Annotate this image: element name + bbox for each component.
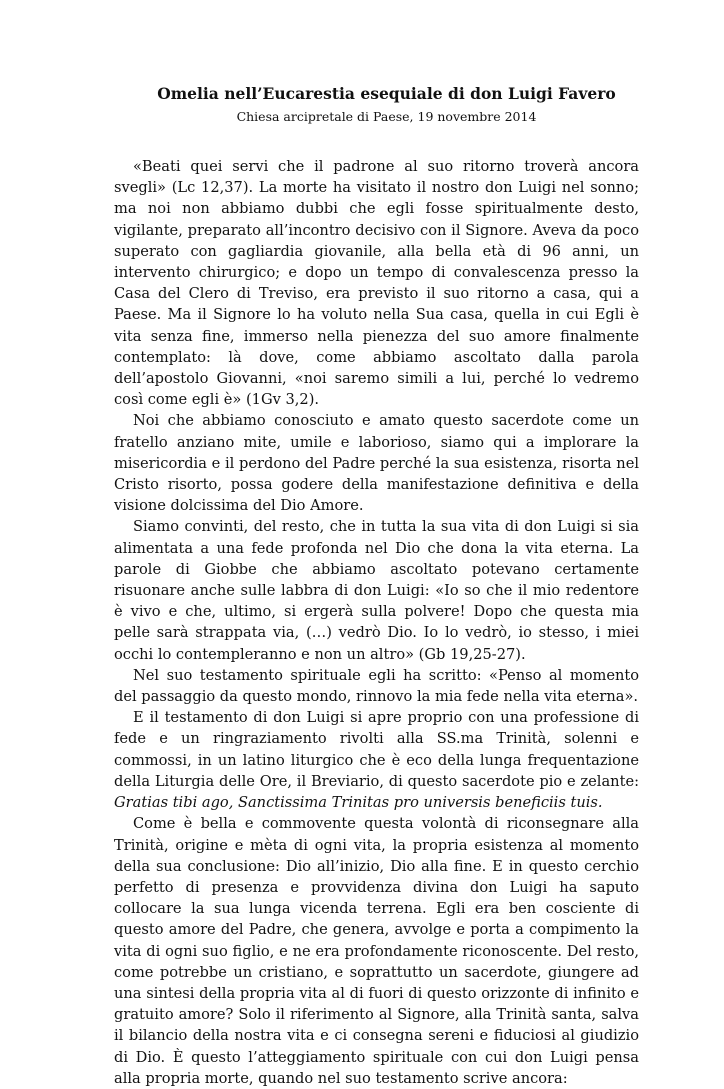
document-body: [114, 156, 639, 1089]
document-subtitle: Chiesa arcipretale di Paese, 19 novembre 2014: [236, 109, 537, 124]
paragraph-4: Nel suo testamento spirituale egli ha scritto: «Penso al momento del passaggio da questo mondo, rinnovo la mia fede nella vita eterna».: [114, 666, 639, 706]
document-page: [114, 84, 639, 1089]
paragraph-5: [114, 707, 639, 813]
paragraph-5-text: E il testamento di don Luigi si apre proprio con una professione di fede e un ringraziamento rivolti alla SS.ma Trinità, solenni e commossi, in un latino liturgico che è eco della lunga frequentazione della Liturgia delle Ore, il Breviario, di questo sacerdote pio e zelante:: [114, 709, 639, 790]
paragraph-2: Noi che abbiamo conosciuto e amato questo sacerdote come un fratello anziano mite, umile e laborioso, siamo qui a implorare la misericordia e il perdono del Padre perché la sua esistenza, risorta nel Cristo risorto, possa godere della manifestazione definitiva e della visione dolcissima del Dio Amore.: [114, 412, 639, 515]
paragraph-1: «Beati quei servi che il padrone al suo ritorno troverà ancora svegli» (Lc 12,37). La morte ha visitato il nostro don Luigi nel sonno; ma noi non abbiamo dubbi che egli fosse spiritualmente desto, vigilante, preparato all’incontro decisivo con il Signore. Aveva da poco superato con gagliardia giovanile, alla bella età di 96 anni, un intervento chirurgico; e dopo un tempo di convalescenza presso la Casa del Clero di Treviso, era previsto il suo ritorno a casa, qui a Paese. Ma il Signore lo ha voluto nella Sua casa, quella in cui Egli è vita senza fine, immerso nella pienezza del suo amore finalmente contemplato: là dove, come abbiamo ascoltato dalla parola dell’apostolo Giovanni, «noi saremo simili a lui, perché lo vedremo così come egli è» (1Gv 3,2).: [114, 158, 639, 409]
document-title: Omelia nell’Eucarestia esequiale di don Luigi Favero: [157, 84, 616, 103]
latin-quote: Gratias tibi ago, Sanctissima Trinitas pro universis beneficiis tuis.: [114, 794, 603, 812]
paragraph-3: Siamo convinti, del resto, che in tutta la sua vita di don Luigi si sia alimentata a una fede profonda nel Dio che dona la vita eterna. La parole di Giobbe che abbiamo ascoltato potevano certamente risuonare anche sulle labbra di don Luigi: «Io so che il mio redentore è vivo e che, ultimo, si ergerà sulla polvere! Dopo che questa mia pelle sarà strappata via, (…) vedrò Dio. Io lo vedrò, io stesso, i miei occhi lo contempleranno e non un altro» (Gb 19,25-27).: [114, 518, 639, 663]
paragraph-6: Come è bella e commovente questa volontà di riconsegnare alla Trinità, origine e mèta di ogni vita, la propria esistenza al momento della sua conclusione: Dio all’inizio, Dio alla fine. E in questo cerchio perfetto di presenza e provvidenza divina don Luigi ha saputo collocare la sua lunga vicenda terrena. Egli era ben cosciente di questo amore del Padre, che genera, avvolge e porta a compimento la vita di ogni suo figlio, e ne era profondamente riconoscente. Del resto, come potrebbe un cristiano, e soprattutto un sacerdote, giungere ad una sintesi della propria vita al di fuori di questo orizzonte di infinito e gratuito amore? Solo il riferimento al Signore, alla Trinità santa, salva il bilancio della nostra vita e ci consegna sereni e fiduciosi al giudizio di Dio. È questo l’atteggiamento spirituale con cui don Luigi pensa alla propria morte, quando nel suo testamento scrive ancora:: [114, 815, 639, 1087]
